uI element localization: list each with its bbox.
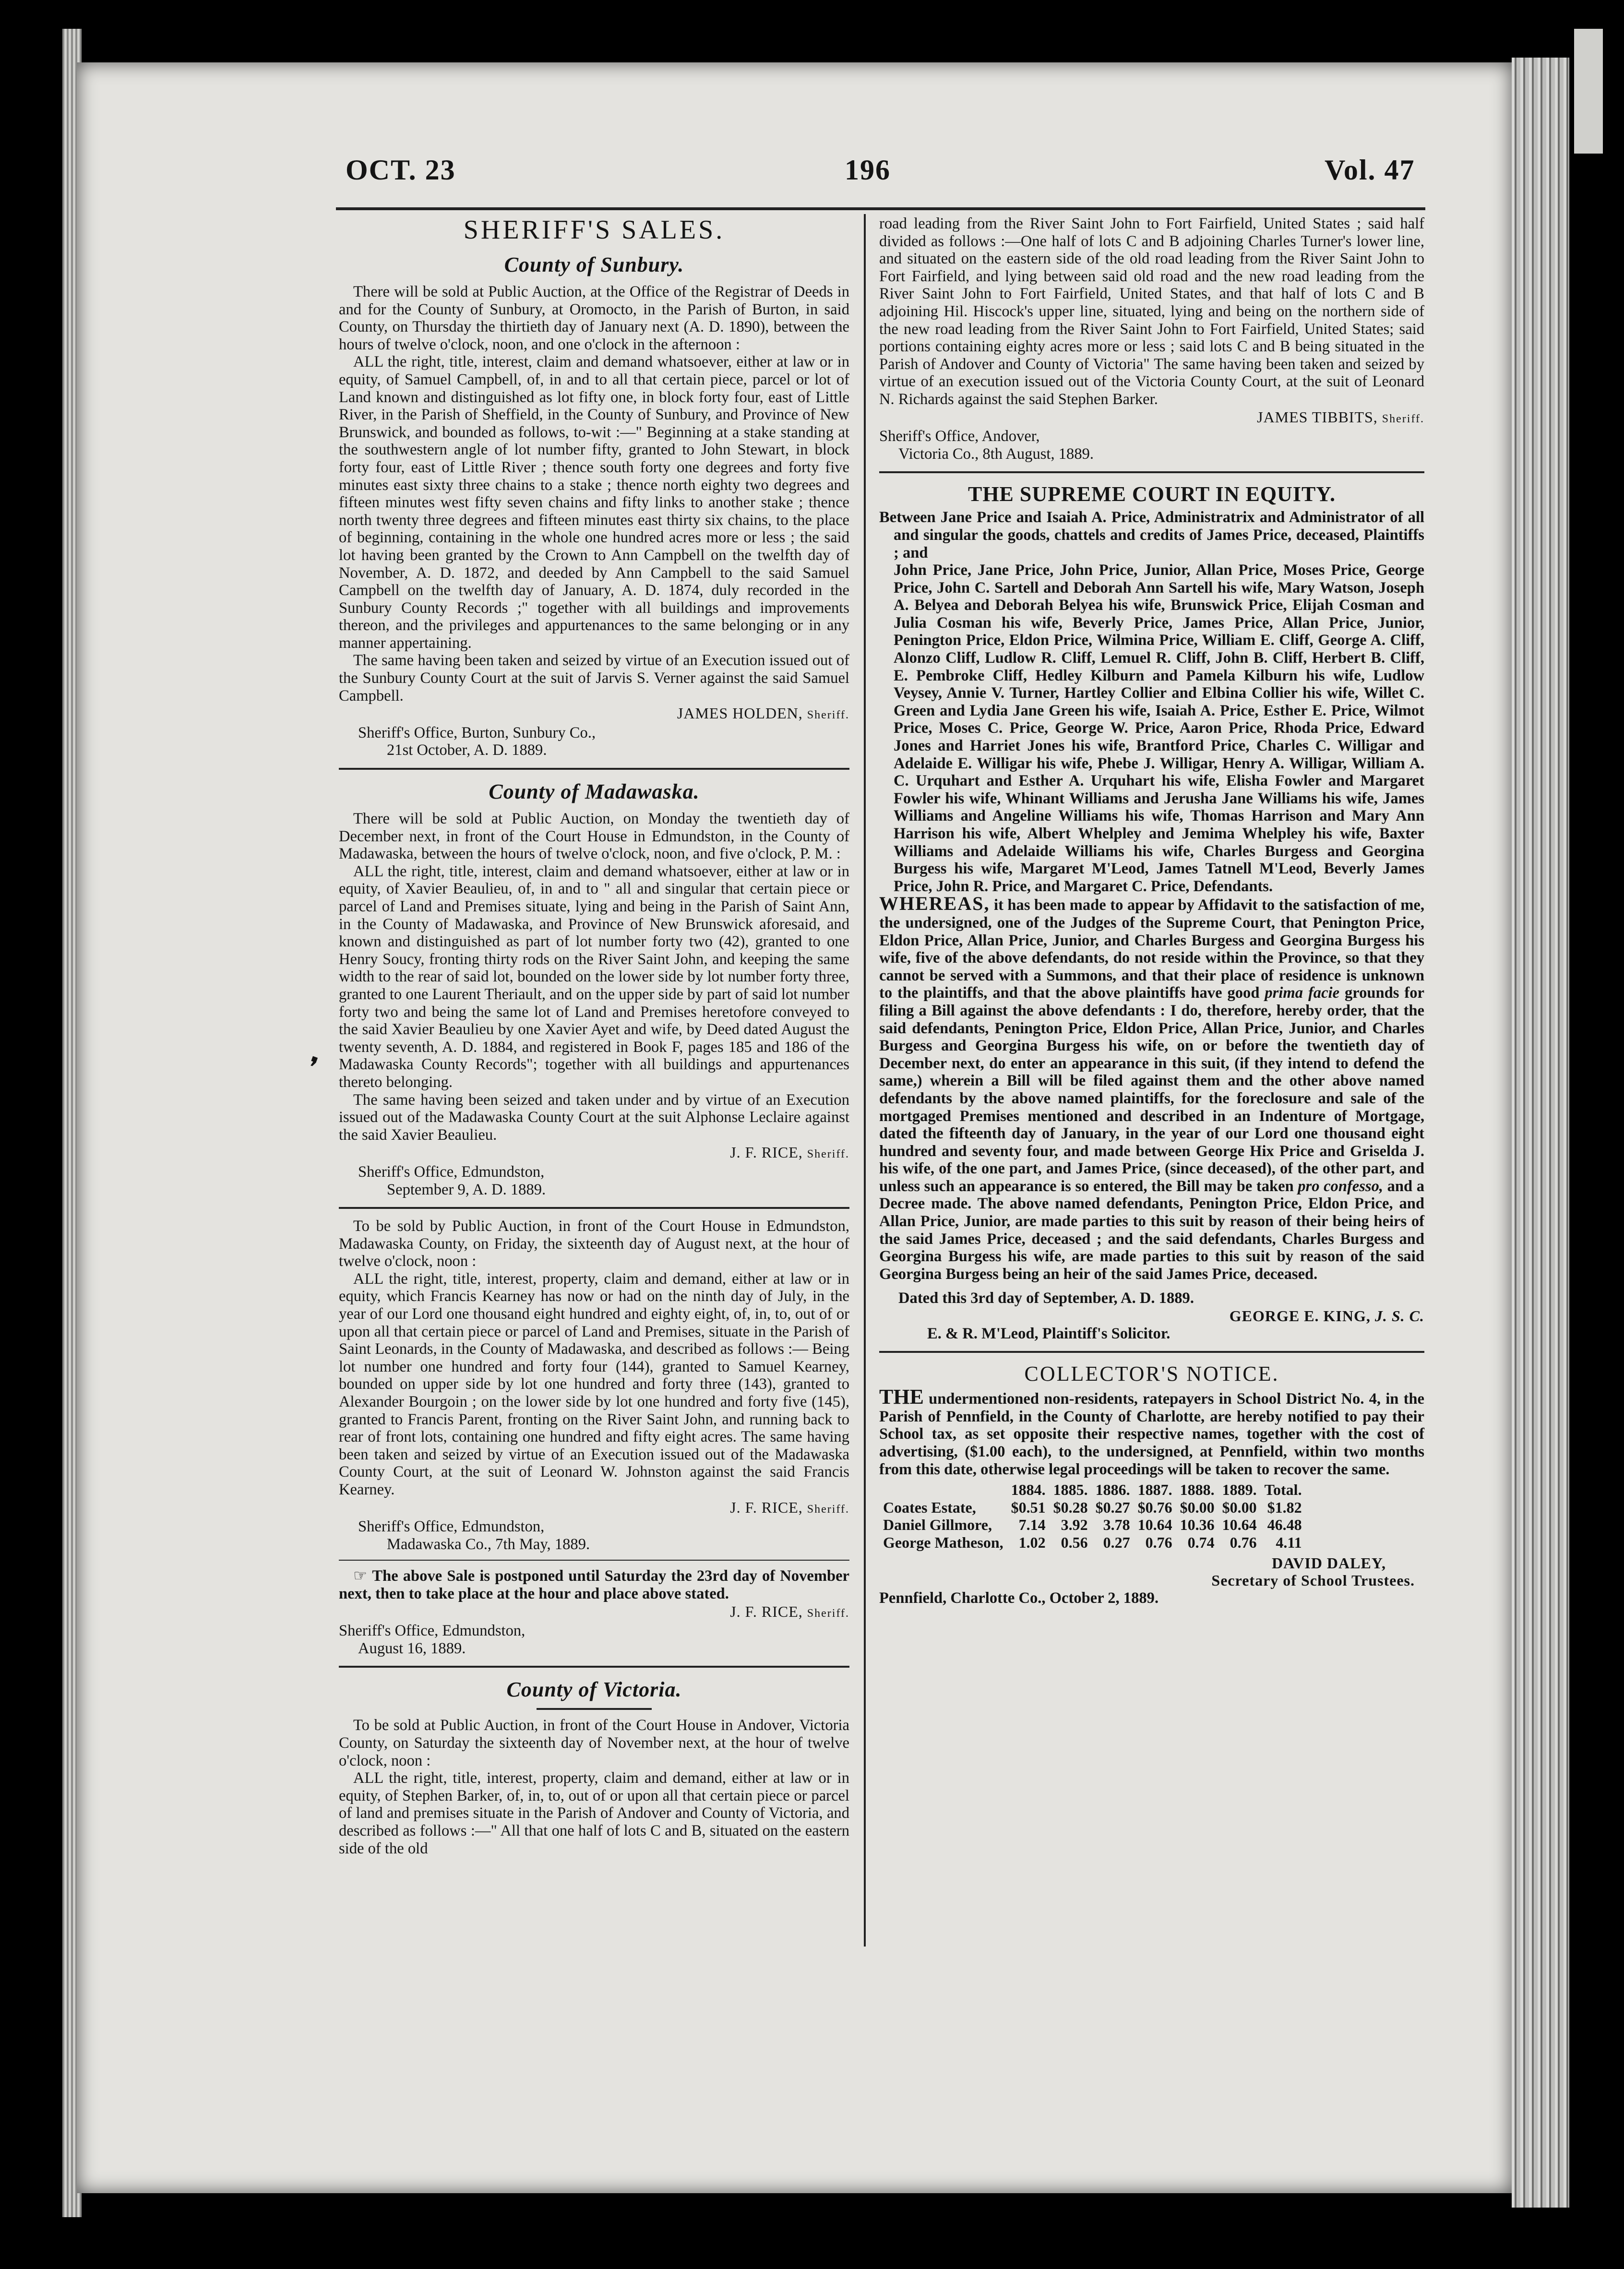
equity-judge: GEORGE E. KING, J. S. C. (1229, 1307, 1424, 1325)
kearney-intro: To be sold by Public Auction, in front of the Court House in Edmundston, Madawaska County, on Friday, the sixteenth day of August next, at the hour of twelve o'clock, noon : (339, 1218, 849, 1270)
kearney-sheriff: J. F. RICE, Sheriff. (730, 1498, 849, 1516)
madawaska-intro: There will be sold at Public Auction, on Monday the twentieth day of December next, in front of the Court House in Edmundston, in the County of Madawaska, between the hours of twelve o'clock, noon, and five o'clock, P. M. : (339, 810, 849, 863)
kearney-date: Madawaska Co., 7th May, 1889. (387, 1535, 590, 1553)
equity-solicitor: E. & R. M'Leod, Plaintiff's Solicitor. (927, 1325, 1170, 1342)
right-column (879, 215, 1424, 1607)
victoria-heading: County of Victoria. (506, 1678, 682, 1702)
book-corner (1574, 29, 1603, 154)
header-rule (336, 207, 1425, 210)
sunbury-date: 21st October, A. D. 1889. (387, 741, 547, 759)
madawaska-sheriff: J. F. RICE, Sheriff. (730, 1144, 849, 1161)
postponed-notice: ☞ The above Sale is postponed until Saturday the 23rd day of November next, then to take place at the hour and place above stated. (339, 1567, 849, 1602)
margin-mark: ❜ (302, 1051, 322, 1085)
sunbury-office: Sheriff's Office, Burton, Sunbury Co., (358, 724, 596, 741)
divider (339, 1560, 849, 1561)
madawaska-heading: County of Madawaska. (489, 780, 700, 804)
sunbury-body: ALL the right, title, interest, claim and demand whatsoever, either at law or in equity, of Samuel Campbell, of, in and to all that certain piece, parcel or lot of Land known and distinguished as lot fifty one, in block forty four, east of Little River, in the Parish of Sheffield, in the County of Sunbury, and Province of New Brunswick, and bounded as follows, to-wit :—" Beginning at a stake standing at the southwestern angle of lot number fifty, granted to John Stewart, in block forty four, east of Little River ; thence south forty one degrees and forty five minutes east sixty three chains to a stake ; thence north eighty two degrees and fifteen minutes west fifty seven chains and fifty links to another stake ; thence north twenty three degrees and fifteen minutes east thirty six chains, to the place of beginning, containing in the whole one hundred acres more or less ; the said lot having been granted by the Crown to Ann Campbell on the twelfth day of November, A. D. 1872, and deeded by Ann Campbell to the said Samuel Campbell on the twelfth day of January, A. D. 1874, duly recorded in the Sunbury County Records ;" together with all buildings and improvements thereon, and the privileges and appurtenances to the same belonging or in any manner appertaining. (339, 353, 849, 652)
postponed-date: August 16, 1889. (358, 1639, 466, 1657)
tax-table-header: 1884. 1885. 1886. 1887. 1888. 1889. Total. (1011, 1481, 1302, 1499)
sunbury-seizure: The same having been taken and seized by virtue of an Execution issued out of the Sunbury County Court at the suit of Jarvis S. Verner against the said Samuel Campbell. (339, 652, 849, 705)
divider (339, 1666, 849, 1668)
victoria-office: Sheriff's Office, Andover, (879, 428, 1040, 445)
madawaska-seizure: The same having been seized and taken under and by virtue of an Execution issued out of the Madawaska County Court at the suit Alphonse Leclaire against the said Xavier Beaulieu. (339, 1091, 849, 1144)
table-row: Daniel Gillmore, 7.14 3.92 3.78 10.64 10.36 10.64 46.48 (883, 1516, 1302, 1534)
heading-rule (537, 1708, 652, 1710)
divider (879, 1351, 1424, 1353)
sunbury-sheriff: JAMES HOLDEN, Sheriff. (677, 705, 849, 722)
equity-order: WHEREAS, it has been made to appear by Affidavit to the satisfaction of me, the undersigned, one of the Judges of the Supreme Court, that Penington Price, Eldon Price, Allan Price, Junior, and Charles Burgess and Georgina Burgess his wife, five of the above defendants, do not reside within the Province, so that they cannot be served with a Summons, and that their place of residence is unknown to the plaintiffs, and that the above plaintiffs have good prima facie grounds for filing a Bill against the above defendants : I do, therefore, hereby order, that the said defendants, Penington Price, Eldon Price, Allan Price, Junior, and Charles Burgess and Georgina Burgess his wife, on or before the twentieth day of December next, do enter an appearance in this suit, (if they intend to defend the same,) wherein a Bill will be filed against them and the other above named defendants by the above named plaintiffs, for the foreclosure and sale of the mortgaged Premises mentioned and described in an Indenture of Mortgage, dated the fifteenth day of January, in the year of our Lord one thousand eight hundred and seventy four, and made between George Hix Price and Griselda J. his wife, of the one part, and James Price, (since deceased), of the other part, and unless such an appearance is so entered, the Bill may be taken pro confesso, and a Decree made. The above named defendants, Penington Price, Eldon Price, and Allan Price, Junior, are made parties to this suit by reason of their being heirs of the said James Price, deceased ; and the said defendants, Charles Burgess and Georgina Burgess his wife, are made parties to this suit by reason of the said Georgina Burgess being an heir of the said James Price, deceased. (879, 893, 1424, 1283)
column-divider (864, 214, 866, 1947)
divider (879, 471, 1424, 473)
equity-heading: THE SUPREME COURT IN EQUITY. (967, 482, 1336, 506)
page-number: 196 (845, 154, 891, 186)
page-edges-right (1512, 58, 1569, 2208)
collector-signer: DAVID DALEY, (1272, 1554, 1386, 1572)
divider (339, 768, 849, 770)
victoria-sheriff: JAMES TIBBITS, Sheriff. (1257, 408, 1424, 426)
sunbury-heading: County of Sunbury. (504, 253, 684, 276)
section-title: SHERIFF'S SALES. (463, 215, 725, 245)
sunbury-intro: There will be sold at Public Auction, at the Office of the Registrar of Deeds in and for the County of Sunbury, at Oromocto, in the Parish of Burton, in said County, on Thursday the thirtieth day of January next (A. D. 1890), between the hours of twelve o'clock, noon, and one o'clock in the afternoon : (339, 283, 849, 353)
collector-signer-title: Secretary of School Trustees. (1211, 1572, 1415, 1589)
kearney-body: ALL the right, title, interest, property, claim and demand, either at law or in equity, which Francis Kearney has now or had on the ninth day of July, in the year of our Lord one thousand eight hundred and eighty eight, of, in, to, out of or upon all that certain piece or parcel of Land and Premises, situate in the Parish of Saint Leonards, in the County of Madawaska, and described as follows :— Being lot number one hundred and forty four (144), granted to Samuel Kearney, bounded on upper side by lot one hundred and forty three (143), granted to Alexander Bourgoin ; on the lower side by lot one hundred and forty five (145), granted to Francis Parent, fronting on the River Saint John, and running back to rear of front lots, containing one hundred and fifty eight acres. The same having been taken and seized by virtue of an Execution issued out of the Madawaska County Court, at the suit of Leonard W. Johnston against the said Francis Kearney. (339, 1270, 849, 1498)
collector-text: THE undermentioned non-residents, ratepayers in School District No. 4, in the Parish of Pennfield, in the County of Charlotte, are hereby notified to pay their School tax, as set opposite their respective names, together with the cost of advertising, ($1.00 each), to the undersigned, at Pennfield, within two months from this date, otherwise legal proceedings will be taken to recover the same. (879, 1385, 1424, 1478)
issue-date: OCT. 23 (346, 154, 456, 186)
postponed-sheriff: J. F. RICE, Sheriff. (730, 1602, 849, 1620)
victoria-intro: To be sold at Public Auction, in front of the Court House in Andover, Victoria County, on Saturday the sixteenth day of November next, at the hour of twelve o'clock, noon : (339, 1717, 849, 1769)
divider (339, 1207, 849, 1209)
victoria-date: Victoria Co., 8th August, 1889. (898, 445, 1094, 463)
madawaska-office: Sheriff's Office, Edmundston, (358, 1163, 545, 1181)
table-row: Coates Estate, $0.51 $0.28 $0.27 $0.76 $0.00 $0.00 $1.82 (883, 1498, 1302, 1516)
equity-dated: Dated this 3rd day of September, A. D. 1889. (898, 1290, 1194, 1307)
volume-number: Vol. 47 (1325, 154, 1415, 186)
table-row: George Matheson, 1.02 0.56 0.27 0.76 0.74 0.76 4.11 (883, 1533, 1302, 1551)
kearney-office: Sheriff's Office, Edmundston, (358, 1518, 545, 1536)
victoria-body-continued: road leading from the River Saint John to Fort Fairfield, United States ; said half divided as follows :—One half of lots C and B adjoining Charles Turner's lower line, and situated on the eastern side of the old road leading from the River Saint John to Fort Fairfield, and lying between said old road and the new road leading from the River Saint John to Fort Fairfield, United States, and that half of lots C and B adjoining Hil. Hiscock's upper line, situated, lying and being on the northern side of the new road leading from the River Saint John to Fort Fairfield, United States; said portions containing eighty acres more or less ; said lots C and B being situated in the Parish of Andover and County of Victoria" The same having been taken and seized by virtue of an execution issued out of the Victoria County Court, at the suit of Leonard N. Richards against the said Stephen Barker. (879, 215, 1424, 408)
equity-plaintiffs: Between Jane Price and Isaiah A. Price, Administratrix and Administrator of all and singular the goods, chattels and credits of James Price, deceased, Plaintiffs ; and (879, 509, 1424, 561)
madawaska-date: September 9, A. D. 1889. (387, 1181, 546, 1198)
tax-table (879, 1481, 1306, 1551)
victoria-body: ALL the right, title, interest, property, claim and demand, either at law or in equity, of Stephen Barker, of, in, to, out of or upon all that certain piece or parcel of land and premises situate in the Parish of Andover and County of Victoria, and described as follows :—" All that one half of lots C and B, situated on the eastern side of the old (339, 1769, 849, 1857)
equity-defendants: John Price, Jane Price, John Price, Junior, Allan Price, Moses Price, George Price, John C. Sartell and Deborah Ann Sartell his wife, Mary Watson, Joseph A. Belyea and Deborah Belyea his wife, Brunswick Price, Elijah Cosman and Julia Cosman his wife, Beverly Price, James Price, Allan Price, Junior, Penington Price, Eldon Price, Wilmina Price, William E. Cliff, George A. Cliff, Alonzo Cliff, Ludlow R. Cliff, Lemuel R. Cliff, John B. Cliff, Herbert B. Cliff, E. Pembroke Cliff, Hedley Kilburn and Pamela Kilburn his wife, Ludlow Veysey, Annie V. Turner, Hartley Collier and Elbina Collier his wife, Willet C. Green and Lydia Jane Green his wife, Isaiah A. Price, Esther E. Price, Wilmot Price, Moses C. Price, George W. Price, Aaron Price, Rhoda Price, Edward Jones and Harriet Jones his wife, Brantford Price, Charles C. Willigar and Adelaide E. Willigar his wife, Phebe J. Willigar, Henry A. Willigar, William A. C. Urquhart and Esther A. Urquhart his wife, Elisha Fowler and Margaret Fowler his wife, Whinant Williams and Jerusha Jane Williams his wife, James Williams and Angeline Williams his wife, Thomas Harrison and Mary Ann Harrison his wife, Albert Whelpley and Jemima Whelpley his wife, Baxter Williams and Adelaide Williams his wife, Charles Burgess and Georgina Burgess his wife, Margaret M'Leod, James Tatnell M'Leod, Beverly James Price, John R. Price, and Margaret C. Price, Defendants. (894, 561, 1424, 895)
pointing-hand-icon: ☞ (353, 1567, 368, 1585)
collector-place-date: Pennfield, Charlotte Co., October 2, 1889. (879, 1589, 1159, 1607)
left-column (339, 215, 849, 1857)
postponed-office: Sheriff's Office, Edmundston, (339, 1622, 525, 1640)
collector-heading: COLLECTOR'S NOTICE. (1024, 1362, 1279, 1386)
madawaska-body: ALL the right, title, interest, claim and demand whatsoever, either at law or in equity, of Xavier Beaulieu, of, in and to " all and singular that certain piece or parcel of Land and Premises situate, lying and being in the Parish of Saint Ann, in the County of Madawaska, and Province of New Brunswick aforesaid, and known and distinguished as part of lot number forty two (42), granted to one Henry Soucy, fronting thirty rods on the River Saint John, and keeping the same width to the rear of said lot, bounded on the lower side by lot number forty three, granted to one Laurent Theriault, and on the upper side by part of said lot number forty two and being the same lot of Land and Premises heretofore conveyed to the said Xavier Beaulieu by one Xavier Ayet and wife, by Deed dated August the twenty seventh, A. D. 1884, and registered in Book F, pages 185 and 186 of the Madawaska County Records"; together with all buildings and appurtenances thereto belonging. (339, 862, 849, 1091)
